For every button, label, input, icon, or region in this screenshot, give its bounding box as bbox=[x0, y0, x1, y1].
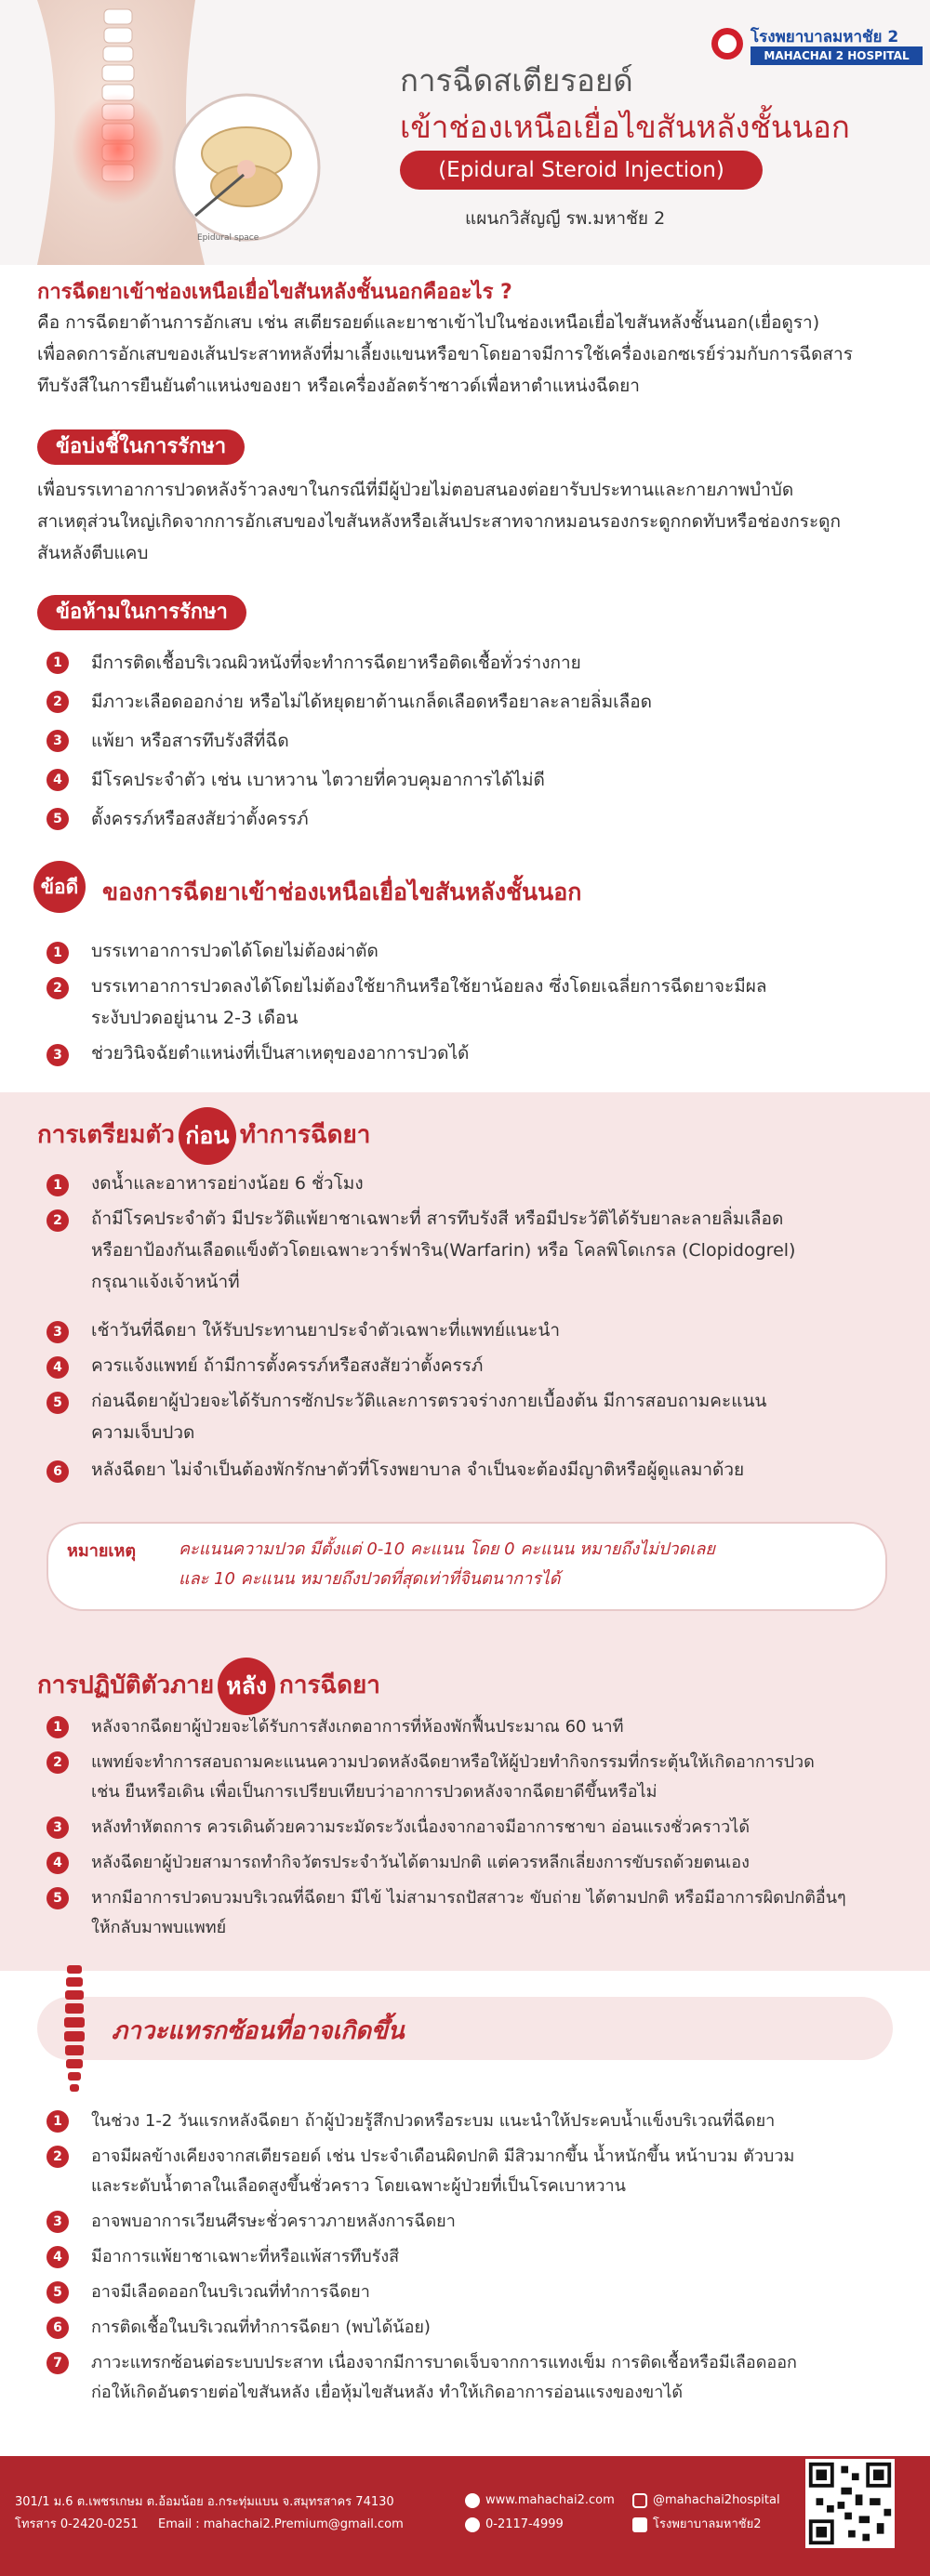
list-item: 3 เช้าวันที่ฉีดยา ให้รับประทานยาประจำตัวเฉพาะที่แพทย์แนะนำ bbox=[46, 1314, 902, 1346]
list-item: 2 บรรเทาอาการปวดลงได้โดยไม่ต้องใช้ยากินหรือใช้ยาน้อยลง ซึ่งโดยเฉลี่ยการฉีดยาจะมีผล ระงับปวดอยู่นาน 2-3 เดือน bbox=[46, 971, 902, 1034]
list-item: 4 ควรแจ้งแพทย์ ถ้ามีการตั้งครรภ์หรือสงสัยว่าตั้งครรภ์ bbox=[46, 1350, 902, 1381]
list-item: 2 แพทย์จะทำการสอบถามคะแนนความปวดหลังฉีดยาหรือให้ผู้ป่วยทำกิจกรรมที่กระตุ้นให้เกิดอาการปวด เช่น ยืนหรือเดิน เพื่อเป็นการเปรียบเทียบว่าอาการปวดหลังจากฉีดยาดีขึ้นหรือไม่ bbox=[46, 1748, 902, 1807]
list-item: 7 ภาวะแทรกซ้อนต่อระบบประสาท เนื่องจากมีการบาดเจ็บจากการแทงเข็ม การติดเชื้อหรือมีเลือดออก ก่อให้เกิดอันตรายต่อไขสันหลัง เยื่อหุ้มไขสันหลัง ทำให้เกิดอาการอ่อนแรงของขาได้ bbox=[46, 2348, 902, 2408]
note-box bbox=[46, 1522, 887, 1611]
benefits-heading: ของการฉีดยาเข้าช่องเหนือเยื่อไขสันหลังชั้นนอก bbox=[102, 878, 582, 905]
footer-fax: โทรสาร 0-2420-0251 bbox=[15, 2517, 139, 2531]
preparation-heading: การเตรียมตัว ก่อน ทำการฉีดยา bbox=[37, 1106, 370, 1165]
contraindications-list bbox=[46, 643, 902, 839]
indications-line: สาเหตุส่วนใหญ่เกิดจากการอักเสบของไขสันหลังหรือเส้นประสาทจากหมอนรองกระดูกกดทับหรือช่องกระดูก bbox=[37, 511, 841, 532]
indications-line: เพื่อบรรเทาอาการปวดหลังร้าวลงขาในกรณีที่มีผู้ป่วยไม่ตอบสนองต่อยารับประทานและกายภาพบำบัด bbox=[37, 480, 794, 500]
instagram-icon bbox=[632, 2493, 647, 2508]
footer-instagram[interactable]: @mahachai2hospital bbox=[653, 2493, 780, 2507]
list-item: 1 มีการติดเชื้อบริเวณผิวหนังที่จะทำการฉีดยาหรือติดเชื้อทั่วร่างกาย bbox=[46, 643, 902, 682]
before-circle: ก่อน bbox=[179, 1107, 236, 1165]
hospital-name-en: MAHACHAI 2 HOSPITAL bbox=[751, 46, 923, 65]
hospital-logo bbox=[702, 22, 930, 71]
list-item: 3 แพ้ยา หรือสารทึบรังสีที่ฉีด bbox=[46, 721, 902, 760]
header-banner bbox=[0, 0, 930, 265]
page-title-line2: เข้าช่องเหนือเยื่อไขสันหลังชั้นนอก bbox=[400, 109, 850, 145]
list-item: 1 ในช่วง 1-2 วันแรกหลังฉีดยา ถ้าผู้ป่วยรู้สึกปวดหรือระบม แนะนำให้ประคบน้ำแข็งบริเวณที่ฉีดยา bbox=[46, 2107, 902, 2136]
page-title-line1: การฉีดสเตียรอยด์ bbox=[400, 62, 633, 99]
list-item: 2 ถ้ามีโรคประจำตัว มีประวัติแพ้ยาชาเฉพาะที่ สารทึบรังสี หรือมีประวัติได้รับยาละลายลิ่มเลือด หรือยาป้องกันเลือดแข็งตัวโดยเฉพาะวาร์ฟาริน(Warfarin) หรือ โคลพิโดเกรล (Clopidogrel) กรุณาแจ้งเจ้าหน้าที่ bbox=[46, 1203, 902, 1298]
contraindications-heading: ข้อห้ามในการรักษา bbox=[37, 595, 246, 630]
spine-illustration bbox=[0, 0, 372, 265]
department-label: แผนกวิสัญญี รพ.มหาชัย 2 bbox=[465, 208, 666, 229]
spine-icon bbox=[46, 1962, 102, 2101]
qr-code bbox=[805, 2459, 895, 2548]
list-item: 3 ช่วยวินิจฉัยตำแหน่งที่เป็นสาเหตุของอาการปวดได้ bbox=[46, 1037, 902, 1069]
indications-body bbox=[37, 474, 902, 569]
globe-icon bbox=[465, 2493, 480, 2508]
after-circle: หลัง bbox=[218, 1658, 275, 1715]
aftercare-heading: การปฏิบัติตัวภาย หลัง การฉีดยา bbox=[37, 1657, 380, 1715]
list-item: 4 มีอาการแพ้ยาชาเฉพาะที่หรือแพ้สารทึบรังสี bbox=[46, 2242, 902, 2272]
indications-heading: ข้อบ่งชี้ในการรักษา bbox=[37, 429, 245, 465]
list-item: 2 มีภาวะเลือดออกง่าย หรือไม่ได้หยุดยาต้านเกล็ดเลือดหรือยาละลายลิ่มเลือด bbox=[46, 682, 902, 721]
footer-email[interactable]: Email : mahachai2.Premium@gmail.com bbox=[158, 2517, 404, 2531]
list-item: 2 อาจมีผลข้างเคียงจากสเตียรอยด์ เช่น ประจำเดือนผิดปกติ มีสิวมากขึ้น น้ำหนักขึ้น หน้าบวม ตัวบวม และระดับน้ำตาลในเลือดสูงขึ้นชั่วคราว โดยเฉพาะผู้ป่วยที่เป็นโรคเบาหวาน bbox=[46, 2142, 902, 2201]
complications-list bbox=[46, 2107, 902, 2408]
preparation-list bbox=[46, 1168, 902, 1486]
list-item: 5 อาจมีเลือดออกในบริเวณที่ทำการฉีดยา bbox=[46, 2278, 902, 2307]
list-item: 3 อาจพบอาการเวียนศีรษะชั่วคราวภายหลังการฉีดยา bbox=[46, 2207, 902, 2237]
note-text: คะแนนความปวด มีตั้งแต่ 0-10 คะแนน โดย 0 คะแนน หมายถึงไม่ปวดเลย และ 10 คะแนน หมายถึงปวดที่สุดเท่าที่จินตนาการได้ bbox=[179, 1539, 715, 1589]
list-item: 4 หลังฉีดยาผู้ป่วยสามารถทำกิจวัตรประจำวันได้ตามปกติ แต่ควรหลีกเลี่ยงการขับรถด้วยตนเอง bbox=[46, 1848, 902, 1878]
note-label: หมายเหตุ bbox=[67, 1541, 137, 1561]
facebook-icon bbox=[632, 2517, 647, 2532]
list-item: 6 หลังฉีดยา ไม่จำเป็นต้องพักรักษาตัวที่โรงพยาบาล จำเป็นจะต้องมีญาติหรือผู้ดูแลมาด้วย bbox=[46, 1454, 902, 1486]
footer bbox=[0, 2456, 930, 2576]
benefits-badge: ข้อดี bbox=[33, 861, 86, 913]
what-is-heading: การฉีดยาเข้าช่องเหนือเยื่อไขสันหลังชั้นนอกคืออะไร ? bbox=[37, 281, 512, 304]
what-is-line: ทึบรังสีในการยืนยันตำแหน่งของยา หรือเครื่องอัลตร้าซาวด์เพื่อหาตำแหน่งฉีดยา bbox=[37, 376, 640, 396]
list-item: 1 หลังจากฉีดยาผู้ป่วยจะได้รับการสังเกตอาการที่ห้องพักฟื้นประมาณ 60 นาที bbox=[46, 1712, 902, 1742]
what-is-line: คือ การฉีดยาต้านการอักเสบ เช่น สเตียรอยด์และยาชาเข้าไปในช่องเหนือเยื่อไขสันหลังชั้นนอก(เยื่อดูรา) bbox=[37, 312, 820, 333]
hospital-name-th: โรงพยาบาลมหาชัย 2 bbox=[751, 28, 899, 46]
list-item: 4 มีโรคประจำตัว เช่น เบาหวาน ไตวายที่ควบคุมอาการได้ไม่ดี bbox=[46, 760, 902, 799]
list-item: 1 งดน้ำและอาหารอย่างน้อย 6 ชั่วโมง bbox=[46, 1168, 902, 1199]
list-item: 5 หากมีอาการปวดบวมบริเวณที่ฉีดยา มีไข้ ไม่สามารถปัสสาวะ ขับถ่าย ได้ตามปกติ หรือมีอาการผิดปกติอื่นๆ ให้กลับมาพบแพทย์ bbox=[46, 1883, 902, 1943]
title-english-pill: (Epidural Steroid Injection) bbox=[400, 151, 763, 190]
phone-icon bbox=[465, 2517, 480, 2532]
hospital-logo-icon bbox=[711, 28, 743, 59]
list-item: 1 บรรเทาอาการปวดได้โดยไม่ต้องผ่าตัด bbox=[46, 935, 902, 967]
what-is-body bbox=[37, 307, 902, 402]
aftercare-list bbox=[46, 1712, 902, 1943]
illustration-label: Epidural space bbox=[197, 233, 259, 243]
benefits-list bbox=[46, 935, 902, 1069]
list-item: 5 ตั้งครรภ์หรือสงสัยว่าตั้งครรภ์ bbox=[46, 799, 902, 839]
footer-tel[interactable]: 0-2117-4999 bbox=[485, 2517, 564, 2531]
footer-website[interactable]: www.mahachai2.com bbox=[485, 2493, 615, 2507]
list-item: 3 หลังทำหัตถการ ควรเดินด้วยความระมัดระวังเนื่องจากอาจมีอาการชาขา อ่อนแรงชั่วคราวได้ bbox=[46, 1813, 902, 1843]
footer-address: 301/1 ม.6 ต.เพชรเกษม ต.อ้อมน้อย อ.กระทุ่มแบน จ.สมุทรสาคร 74130 bbox=[15, 2495, 394, 2509]
complications-heading: ภาวะแทรกซ้อนที่อาจเกิดขึ้น bbox=[112, 2017, 405, 2045]
list-item: 5 ก่อนฉีดยาผู้ป่วยจะได้รับการซักประวัติและการตรวจร่างกายเบื้องต้น มีการสอบถามคะแนน ความเจ็บปวด bbox=[46, 1385, 902, 1448]
indications-line: สันหลังตีบแคบ bbox=[37, 543, 149, 563]
what-is-line: เพื่อลดการอักเสบของเส้นประสาทหลังที่มาเลี้ยงแขนหรือขาโดยอาจมีการใช้เครื่องเอกซเรย์ร่วมกับการฉีดสาร bbox=[37, 344, 853, 364]
footer-facebook[interactable]: โรงพยาบาลมหาชัย2 bbox=[653, 2517, 762, 2531]
list-item: 6 การติดเชื้อในบริเวณที่ทำการฉีดยา (พบได้น้อย) bbox=[46, 2313, 902, 2343]
